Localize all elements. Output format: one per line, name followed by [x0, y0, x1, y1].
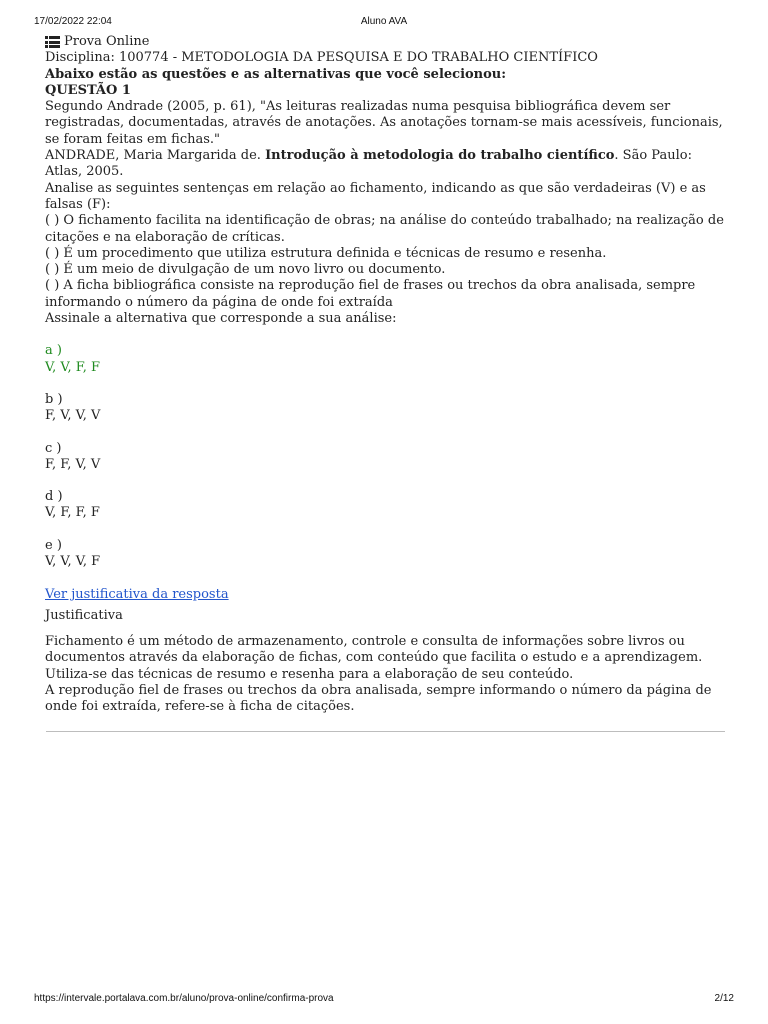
print-footer — [0, 993, 768, 1007]
question-prompt: Assinale a alternativa que corresponde a sua análise: — [45, 311, 397, 327]
alternative-b — [45, 392, 725, 425]
page-title: Prova Online — [64, 34, 150, 49]
alternative-e — [45, 538, 725, 571]
reference-author: ANDRADE, Maria Margarida de. — [45, 148, 266, 164]
reference-rest: . São Paulo: Atlas, 2005. — [45, 148, 692, 180]
alternative-text: V, F, F, F — [45, 505, 100, 521]
show-justification-link[interactable]: Ver justificativa da resposta — [45, 587, 229, 603]
list-icon — [45, 36, 60, 48]
page-title-row — [45, 34, 725, 50]
discipline-label: Disciplina: 100774 - METODOLOGIA DA PESQUISA E DO TRABALHO CIENTÍFICO — [45, 50, 598, 66]
statement-4: ( ) A ficha bibliográfica consiste na reprodução fiel de frases ou trechos da obra analisada, sempre informando o número da página de onde foi extraída — [45, 278, 696, 310]
print-url: https://intervale.portalava.com.br/aluno/prova-online/confirma-prova — [34, 993, 334, 1004]
question-instruction: Analise as seguintes sentenças em relação ao fichamento, indicando as que são verdadeiras (V) e as falsas (F): — [45, 180, 706, 212]
alternative-c — [45, 441, 725, 474]
intro-text: Abaixo estão as questões e as alternativas que você selecionou: — [45, 66, 507, 82]
alternative-text: F, F, V, V — [45, 456, 101, 472]
statement-2: ( ) É um procedimento que utiliza estrutura definida e técnicas de resumo e resenha. — [45, 245, 607, 261]
alternative-d — [45, 489, 725, 522]
question-label: QUESTÃO 1 — [45, 82, 131, 98]
section-divider — [46, 731, 725, 732]
alternative-text: F, V, V, V — [45, 408, 101, 424]
exam-content — [45, 34, 725, 739]
question-quote: Segundo Andrade (2005, p. 61), "As leituras realizadas numa pesquisa bibliográfica devem ser registradas, documentadas, através de anotações. As anotações tornam-se mais acessíveis, funcionais, se foram feitas em fichas." — [45, 99, 723, 147]
print-header — [0, 16, 768, 30]
alternative-letter: d ) — [45, 489, 63, 505]
alternative-letter: e ) — [45, 537, 62, 553]
reference-title: Introdução à metodologia do trabalho científico — [265, 148, 615, 164]
print-datetime: 17/02/2022 22:04 — [34, 16, 112, 27]
justification-paragraph-1: Fichamento é um método de armazenamento, controle e consulta de informações sobre livros ou documentos através da elaboração de fichas, com conteúdo que facilita o estudo e a aprendizagem. Utiliza-se das técnicas de resumo e resenha para a elaboração de seu conteúdo. — [45, 633, 703, 682]
print-page-title: Aluno AVA — [360, 16, 408, 27]
alternative-letter: b ) — [45, 391, 63, 407]
statement-3: ( ) É um meio de divulgação de um novo livro ou documento. — [45, 262, 446, 278]
alternative-letter: a ) — [45, 343, 62, 359]
alternative-text: V, V, V, F — [45, 554, 101, 570]
alternative-a — [45, 343, 725, 376]
alternative-text: V, V, F, F — [45, 359, 101, 375]
question-reference — [45, 148, 725, 181]
justification-paragraph-2: A reprodução fiel de frases ou trechos da obra analisada, sempre informando o número da página de onde foi extraída, refere-se à ficha de citações. — [45, 682, 712, 715]
alternative-letter: c ) — [45, 440, 62, 456]
justification-label: Justificativa — [45, 607, 123, 623]
print-page-number: 2/12 — [714, 993, 734, 1004]
statement-1: ( ) O fichamento facilita na identificação de obras; na análise do conteúdo trabalhado; na realização de citações e na elaboração de críticas. — [45, 213, 724, 245]
